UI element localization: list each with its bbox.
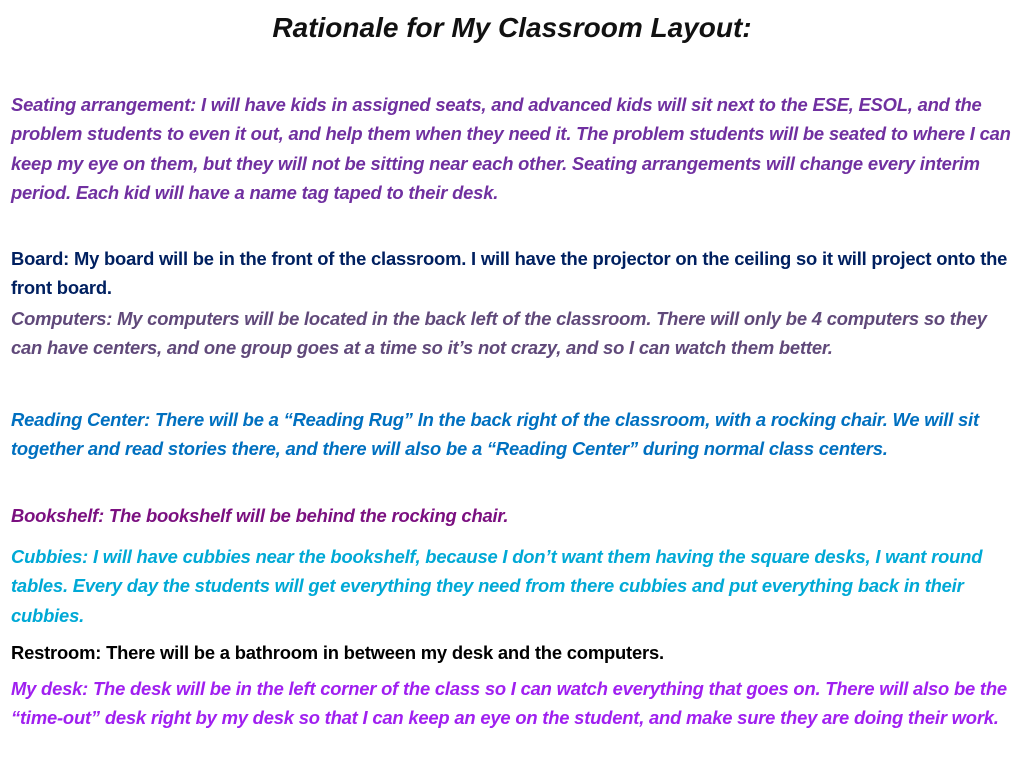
paragraph-computers: Computers: My computers will be located in the back left of the classroom. There will only be 4 computers so they can have centers, and one group goes at a time so it’s not crazy, and so I can watch them better. xyxy=(11,308,987,359)
paragraph-restroom: Restroom: There will be a bathroom in between my desk and the computers. xyxy=(11,642,664,663)
paragraph-seating: Seating arrangement: I will have kids in assigned seats, and advanced kids will sit next to the ESE, ESOL, and the problem students to even it out, and help them when they need it. The problem students will be seated to where I can keep my eye on them, but they will not be sitting near each other. Seating arrangements will change every interim period. Each kid will have a name tag taped to their desk. xyxy=(11,94,1011,203)
paragraph-board: Board: My board will be in the front of the classroom. I will have the projector on the ceiling so it will project onto the front board. xyxy=(11,248,1008,299)
paragraph-reading-center: Reading Center: There will be a “Reading Rug” In the back right of the classroom, with a rocking chair. We will sit together and read stories there, and there will also be a “Reading Center” during normal class centers. xyxy=(11,409,979,460)
slide-title: Rationale for My Classroom Layout: xyxy=(272,12,752,43)
paragraph-bookshelf: Bookshelf: The bookshelf will be behind the rocking chair. xyxy=(11,505,509,526)
paragraph-cubbies: Cubbies: I will have cubbies near the bookshelf, because I don’t want them having the square desks, I want round tables. Every day the students will get everything they need from there cubbies and put everything back in their cubbies. xyxy=(11,546,983,626)
paragraph-my-desk: My desk: The desk will be in the left corner of the class so I can watch everything that goes on. There will also be the “time-out” desk right by my desk so that I can keep an eye on the student, and make sure they are doing their work. xyxy=(11,678,1007,729)
